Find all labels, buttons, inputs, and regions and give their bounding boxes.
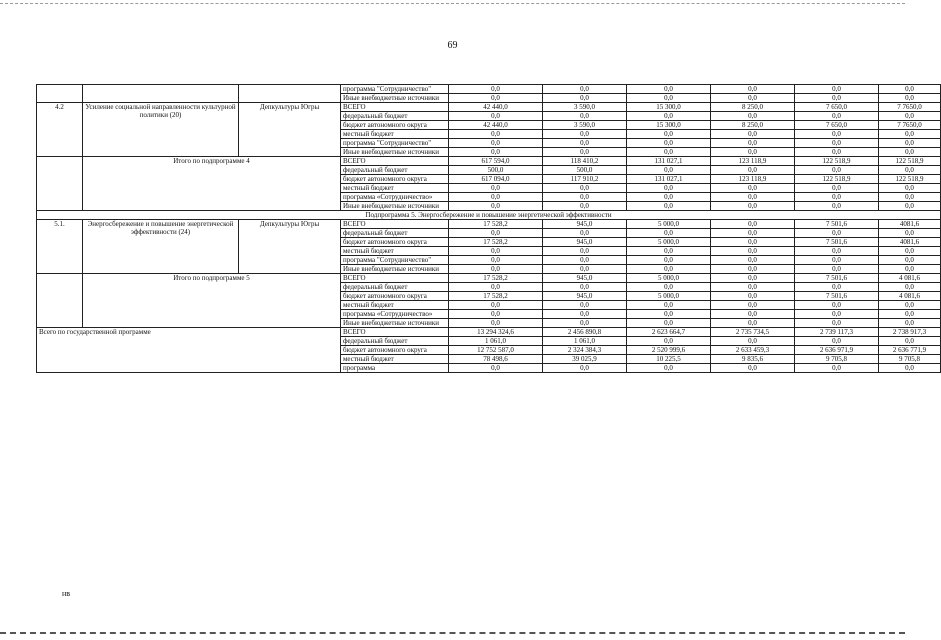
value-cell: 0,0	[627, 166, 711, 175]
value-cell: 122 518,9	[795, 175, 879, 184]
value-cell: 945,0	[543, 220, 627, 229]
funding-source-cell: бюджет автономного округа	[341, 346, 449, 355]
value-cell: 0,0	[627, 256, 711, 265]
value-cell: 500,0	[449, 166, 543, 175]
value-cell: 0,0	[879, 283, 941, 292]
value-cell: 0,0	[449, 310, 543, 319]
table-row	[37, 103, 941, 112]
value-cell: 0,0	[711, 265, 795, 274]
value-cell: 0,0	[627, 364, 711, 373]
value-cell: 0,0	[627, 94, 711, 103]
value-cell: 0,0	[879, 247, 941, 256]
value-cell: 15 300,0	[627, 103, 711, 112]
funding-source-cell: ВСЕГО	[341, 328, 449, 337]
value-cell: 0,0	[879, 94, 941, 103]
scan-edge-top	[0, 3, 905, 4]
subprogram-total-label: Итого по подпрограмме 5	[83, 274, 341, 328]
value-cell: 0,0	[627, 139, 711, 148]
item-name-cell: Энергосбережение и повышение энергетической эффективности (24)	[83, 220, 239, 274]
value-cell: 2 636 771,9	[879, 346, 941, 355]
value-cell: 17 528,2	[449, 238, 543, 247]
value-cell: 2 456 890,8	[543, 328, 627, 337]
value-cell: 0,0	[627, 202, 711, 211]
value-cell: 0,0	[879, 148, 941, 157]
value-cell: 0,0	[711, 193, 795, 202]
value-cell: 7 650,0	[795, 103, 879, 112]
value-cell: 0,0	[449, 85, 543, 94]
value-cell: 0,0	[627, 148, 711, 157]
funding-source-cell: Иные внебюджетные источники	[341, 94, 449, 103]
value-cell: 2 735 734,5	[711, 328, 795, 337]
value-cell: 122 518,9	[879, 157, 941, 166]
value-cell: 0,0	[627, 229, 711, 238]
value-cell: 0,0	[449, 364, 543, 373]
value-cell: 4081,6	[879, 238, 941, 247]
funding-source-cell: программа "Сотрудничество"	[341, 256, 449, 265]
value-cell: 0,0	[543, 112, 627, 121]
value-cell: 7 650,0	[795, 121, 879, 130]
value-cell: 123 118,9	[711, 157, 795, 166]
table-row	[37, 157, 941, 166]
value-cell: 0,0	[449, 229, 543, 238]
value-cell: 0,0	[711, 85, 795, 94]
value-cell: 0,0	[795, 256, 879, 265]
scan-edge-bottom	[0, 632, 905, 634]
value-cell: 0,0	[795, 337, 879, 346]
value-cell: 0,0	[879, 319, 941, 328]
value-cell: 39 025,9	[543, 355, 627, 364]
value-cell: 0,0	[627, 310, 711, 319]
value-cell: 78 498,6	[449, 355, 543, 364]
value-cell: 1 061,0	[449, 337, 543, 346]
funding-source-cell: местный бюджет	[341, 184, 449, 193]
funding-source-cell: ВСЕГО	[341, 157, 449, 166]
value-cell: 123 118,9	[711, 175, 795, 184]
value-cell: 0,0	[543, 139, 627, 148]
value-cell: 9 705,8	[879, 355, 941, 364]
funding-source-cell: бюджет автономного округа	[341, 292, 449, 301]
footer-note: нв	[62, 589, 71, 598]
value-cell: 0,0	[543, 310, 627, 319]
funding-source-cell: программа "Сотрудничество"	[341, 85, 449, 94]
value-cell: 118 410,2	[543, 157, 627, 166]
item-number-cell	[37, 85, 83, 103]
value-cell: 0,0	[543, 94, 627, 103]
value-cell: 0,0	[879, 229, 941, 238]
value-cell: 0,0	[543, 130, 627, 139]
value-cell: 0,0	[711, 139, 795, 148]
value-cell: 131 027,1	[627, 175, 711, 184]
value-cell: 0,0	[711, 238, 795, 247]
value-cell: 131 027,1	[627, 157, 711, 166]
funding-source-cell: федеральный бюджет	[341, 112, 449, 121]
value-cell: 1 061,0	[543, 337, 627, 346]
funding-source-cell: Иные внебюджетные источники	[341, 148, 449, 157]
value-cell: 5 000,0	[627, 238, 711, 247]
value-cell: 0,0	[711, 220, 795, 229]
item-number-cell	[37, 274, 83, 328]
value-cell: 0,0	[627, 337, 711, 346]
value-cell: 0,0	[711, 247, 795, 256]
value-cell: 0,0	[627, 265, 711, 274]
funding-source-cell: федеральный бюджет	[341, 229, 449, 238]
value-cell: 9 835,6	[711, 355, 795, 364]
value-cell: 0,0	[449, 202, 543, 211]
value-cell: 9 705,8	[795, 355, 879, 364]
value-cell: 0,0	[879, 265, 941, 274]
value-cell: 4 081,6	[879, 274, 941, 283]
value-cell: 0,0	[795, 283, 879, 292]
funding-source-cell: местный бюджет	[341, 247, 449, 256]
value-cell: 0,0	[449, 130, 543, 139]
value-cell: 0,0	[627, 283, 711, 292]
value-cell: 7 501,6	[795, 292, 879, 301]
funding-source-cell: программа	[341, 364, 449, 373]
value-cell: 0,0	[711, 184, 795, 193]
value-cell: 0,0	[449, 148, 543, 157]
value-cell: 0,0	[711, 283, 795, 292]
funding-source-cell: программа «Сотрудничество»	[341, 310, 449, 319]
funding-source-cell: федеральный бюджет	[341, 166, 449, 175]
value-cell: 0,0	[449, 193, 543, 202]
item-number-cell: 4.2	[37, 103, 83, 157]
value-cell: 0,0	[879, 256, 941, 265]
value-cell: 3 590,0	[543, 121, 627, 130]
value-cell: 0,0	[795, 184, 879, 193]
value-cell: 8 250,0	[711, 121, 795, 130]
value-cell: 0,0	[543, 265, 627, 274]
value-cell: 0,0	[627, 184, 711, 193]
value-cell: 0,0	[879, 166, 941, 175]
value-cell: 0,0	[627, 112, 711, 121]
value-cell: 0,0	[711, 364, 795, 373]
value-cell: 10 225,5	[627, 355, 711, 364]
value-cell: 0,0	[879, 112, 941, 121]
section-title: Подпрограмма 5. Энергосбережение и повышение энергетической эффективности	[37, 211, 941, 220]
value-cell: 3 590,0	[543, 103, 627, 112]
value-cell: 0,0	[711, 202, 795, 211]
value-cell: 0,0	[627, 193, 711, 202]
value-cell: 7 501,6	[795, 274, 879, 283]
table-row	[37, 85, 941, 94]
section-header-row	[37, 211, 941, 220]
value-cell: 0,0	[449, 184, 543, 193]
value-cell: 0,0	[543, 229, 627, 238]
value-cell: 0,0	[449, 139, 543, 148]
value-cell: 0,0	[795, 139, 879, 148]
value-cell: 0,0	[711, 274, 795, 283]
value-cell: 0,0	[449, 247, 543, 256]
value-cell: 0,0	[711, 166, 795, 175]
table-row	[37, 328, 941, 337]
value-cell: 5 000,0	[627, 274, 711, 283]
value-cell: 0,0	[449, 319, 543, 328]
funding-source-cell: местный бюджет	[341, 355, 449, 364]
value-cell: 0,0	[627, 130, 711, 139]
value-cell: 0,0	[795, 301, 879, 310]
funding-source-cell: Иные внебюджетные источники	[341, 319, 449, 328]
funding-source-cell: Иные внебюджетные источники	[341, 202, 449, 211]
value-cell: 0,0	[795, 247, 879, 256]
value-cell: 0,0	[711, 148, 795, 157]
value-cell: 0,0	[795, 112, 879, 121]
value-cell: 17 528,2	[449, 274, 543, 283]
table-body	[37, 85, 941, 373]
value-cell: 7 7650,0	[879, 103, 941, 112]
funding-source-cell: местный бюджет	[341, 130, 449, 139]
value-cell: 2 633 459,3	[711, 346, 795, 355]
value-cell: 0,0	[627, 85, 711, 94]
table-row	[37, 220, 941, 229]
value-cell: 0,0	[711, 229, 795, 238]
value-cell: 0,0	[879, 130, 941, 139]
value-cell: 0,0	[711, 310, 795, 319]
value-cell: 0,0	[449, 94, 543, 103]
page-number: 69	[447, 40, 458, 51]
value-cell: 0,0	[879, 202, 941, 211]
value-cell: 0,0	[795, 148, 879, 157]
value-cell: 0,0	[879, 85, 941, 94]
value-cell: 0,0	[543, 364, 627, 373]
funding-source-cell: программа "Сотрудничество"	[341, 139, 449, 148]
subprogram-total-label: Итого по подпрограмме 4	[83, 157, 341, 211]
value-cell: 0,0	[543, 247, 627, 256]
value-cell: 0,0	[449, 256, 543, 265]
value-cell: 0,0	[711, 292, 795, 301]
funding-source-cell: бюджет автономного округа	[341, 175, 449, 184]
value-cell: 0,0	[795, 319, 879, 328]
value-cell: 122 518,9	[879, 175, 941, 184]
value-cell: 945,0	[543, 238, 627, 247]
value-cell: 0,0	[711, 319, 795, 328]
value-cell: 42 440,0	[449, 121, 543, 130]
value-cell: 42 440,0	[449, 103, 543, 112]
value-cell: 0,0	[543, 202, 627, 211]
funding-source-cell: федеральный бюджет	[341, 283, 449, 292]
value-cell: 0,0	[711, 256, 795, 265]
table-row	[37, 274, 941, 283]
value-cell: 0,0	[711, 301, 795, 310]
value-cell: 7 501,6	[795, 220, 879, 229]
value-cell: 0,0	[543, 283, 627, 292]
value-cell: 0,0	[449, 112, 543, 121]
value-cell: 7 7650,0	[879, 121, 941, 130]
value-cell: 617 094,0	[449, 175, 543, 184]
value-cell: 17 528,2	[449, 292, 543, 301]
value-cell: 2 739 117,3	[795, 328, 879, 337]
value-cell: 0,0	[879, 184, 941, 193]
value-cell: 0,0	[543, 319, 627, 328]
executor-cell	[239, 85, 341, 103]
value-cell: 0,0	[711, 112, 795, 121]
program-total-label: Всего по государственной программе	[37, 328, 341, 373]
funding-source-cell: программа «Сотрудничество»	[341, 193, 449, 202]
budget-table	[36, 84, 941, 373]
value-cell: 0,0	[795, 94, 879, 103]
value-cell: 0,0	[711, 130, 795, 139]
value-cell: 0,0	[795, 85, 879, 94]
value-cell: 945,0	[543, 292, 627, 301]
value-cell: 117 910,2	[543, 175, 627, 184]
value-cell: 15 300,0	[627, 121, 711, 130]
value-cell: 0,0	[543, 148, 627, 157]
value-cell: 0,0	[711, 94, 795, 103]
funding-source-cell: ВСЕГО	[341, 103, 449, 112]
value-cell: 0,0	[879, 364, 941, 373]
value-cell: 2 623 664,7	[627, 328, 711, 337]
value-cell: 0,0	[795, 193, 879, 202]
value-cell: 2 324 384,3	[543, 346, 627, 355]
value-cell: 0,0	[543, 301, 627, 310]
value-cell: 13 294 324,6	[449, 328, 543, 337]
value-cell: 0,0	[543, 256, 627, 265]
value-cell: 4081,6	[879, 220, 941, 229]
value-cell: 0,0	[795, 166, 879, 175]
value-cell: 0,0	[627, 319, 711, 328]
executor-cell: Депкультуры Югры	[239, 103, 341, 157]
value-cell: 0,0	[795, 265, 879, 274]
value-cell: 12 752 587,0	[449, 346, 543, 355]
value-cell: 0,0	[449, 265, 543, 274]
value-cell: 7 501,6	[795, 238, 879, 247]
value-cell: 617 594,0	[449, 157, 543, 166]
value-cell: 0,0	[795, 310, 879, 319]
value-cell: 0,0	[543, 193, 627, 202]
value-cell: 0,0	[879, 193, 941, 202]
value-cell: 2 520 999,6	[627, 346, 711, 355]
value-cell: 8 250,0	[711, 103, 795, 112]
funding-source-cell: ВСЕГО	[341, 274, 449, 283]
value-cell: 0,0	[879, 337, 941, 346]
value-cell: 945,0	[543, 274, 627, 283]
value-cell: 0,0	[449, 301, 543, 310]
executor-cell: Депкультуры Югры	[239, 220, 341, 274]
value-cell: 5 000,0	[627, 292, 711, 301]
value-cell: 2 636 971,9	[795, 346, 879, 355]
value-cell: 500,0	[543, 166, 627, 175]
value-cell: 0,0	[543, 85, 627, 94]
value-cell: 5 000,0	[627, 220, 711, 229]
value-cell: 2 738 917,3	[879, 328, 941, 337]
value-cell: 0,0	[795, 364, 879, 373]
funding-source-cell: ВСЕГО	[341, 220, 449, 229]
item-number-cell	[37, 157, 83, 211]
value-cell: 0,0	[879, 310, 941, 319]
item-name-cell	[83, 85, 239, 103]
value-cell: 0,0	[879, 139, 941, 148]
item-number-cell: 5.1.	[37, 220, 83, 274]
value-cell: 0,0	[449, 283, 543, 292]
value-cell: 122 518,9	[795, 157, 879, 166]
funding-source-cell: бюджет автономного округа	[341, 121, 449, 130]
value-cell: 0,0	[627, 247, 711, 256]
funding-source-cell: Иные внебюджетные источники	[341, 265, 449, 274]
value-cell: 0,0	[879, 301, 941, 310]
funding-source-cell: местный бюджет	[341, 301, 449, 310]
value-cell: 0,0	[795, 130, 879, 139]
funding-source-cell: бюджет автономного округа	[341, 238, 449, 247]
item-name-cell: Усиление социальной направленности культурной политики (20)	[83, 103, 239, 157]
value-cell: 0,0	[543, 184, 627, 193]
value-cell: 17 528,2	[449, 220, 543, 229]
value-cell: 0,0	[711, 337, 795, 346]
funding-source-cell: федеральный бюджет	[341, 337, 449, 346]
value-cell: 4 081,6	[879, 292, 941, 301]
value-cell: 0,0	[795, 202, 879, 211]
value-cell: 0,0	[795, 229, 879, 238]
value-cell: 0,0	[627, 301, 711, 310]
